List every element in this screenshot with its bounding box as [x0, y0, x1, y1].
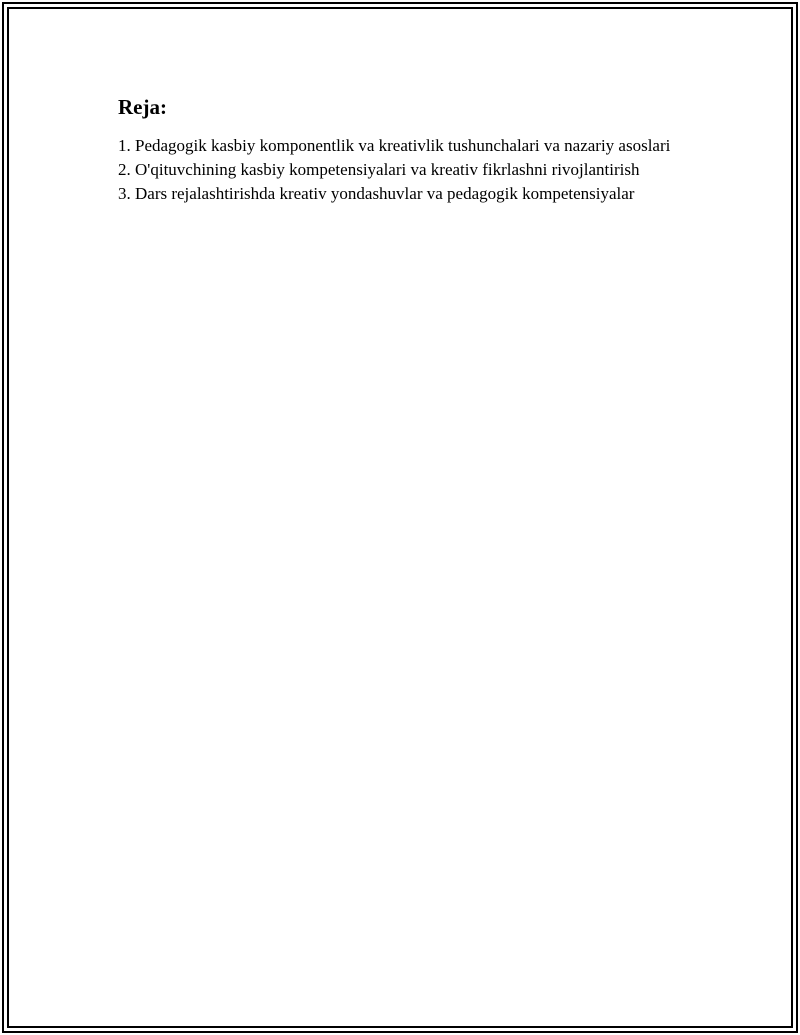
plan-item-3: 3. Dars rejalashtirishda kreativ yondashuvlar va pedagogik kompetensiyalar	[118, 184, 635, 203]
plan-list	[118, 134, 698, 206]
plan-item-2: 2. O'qituvchining kasbiy kompetensiyalari va kreativ fikrlashni rivojlantirish	[118, 160, 640, 179]
plan-heading: Reja:	[118, 95, 167, 119]
plan-item-1: 1. Pedagogik kasbiy komponentlik va kreativlik tushunchalari va nazariy asoslari	[118, 136, 671, 155]
document-content	[118, 94, 698, 206]
